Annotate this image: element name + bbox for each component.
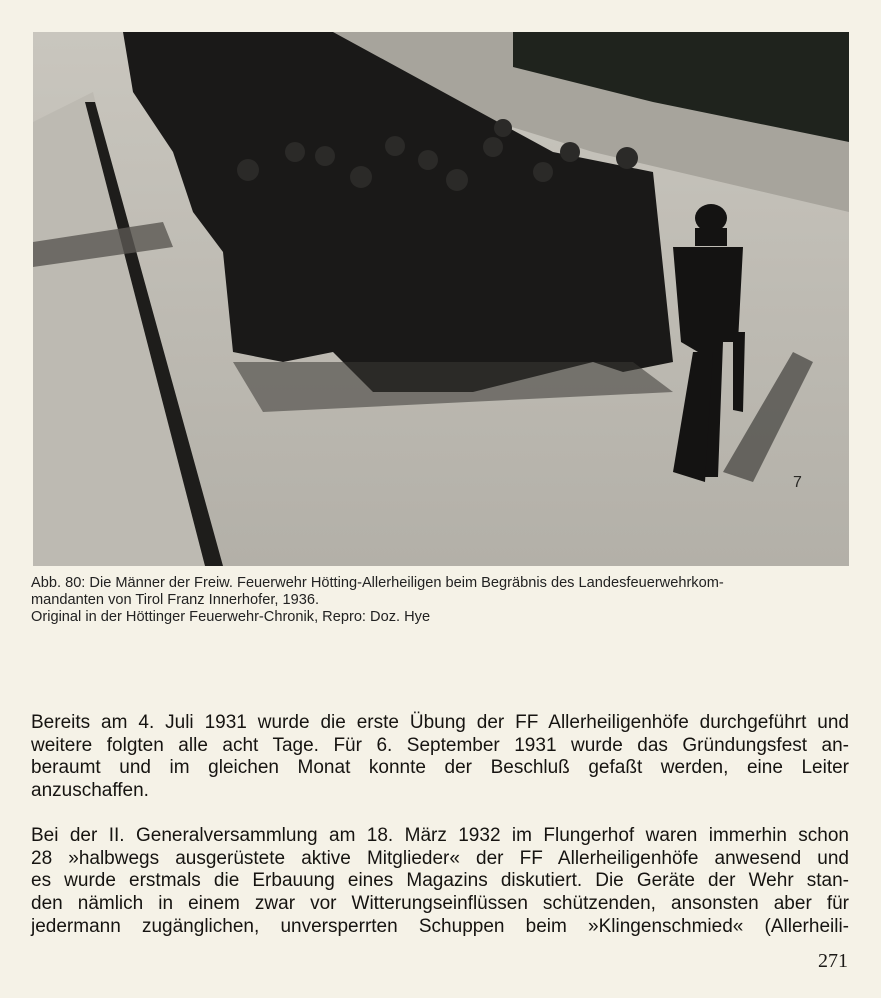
text-line: jedermann zugänglichen, unversperrten Schuppen beim »Klingenschmied« (Allerheili- [31, 915, 849, 937]
text-line: den nämlich in einem zwar vor Witterungseinflüssen schützenden, ansonsten aber für [31, 892, 849, 914]
photo-marker: 7 [793, 474, 802, 491]
paragraph [31, 712, 849, 803]
paragraph [31, 825, 849, 939]
text-line: anzuschaffen. [31, 780, 149, 802]
figure-caption [31, 575, 853, 626]
historic-photograph [33, 32, 849, 566]
text-line: Bei der II. Generalversammlung am 18. März 1932 im Flungerhof waren immerhin schon [31, 824, 849, 846]
caption-line: Abb. 80: Die Männer der Freiw. Feuerwehr Hötting-Allerheiligen beim Begräbnis des Landesfeuerwehrkom- [31, 575, 724, 591]
caption-line: Original in der Höttinger Feuerwehr-Chronik, Repro: Doz. Hye [31, 609, 431, 625]
text-line: weitere folgten alle acht Tage. Für 6. September 1931 wurde das Gründungsfest an- [31, 734, 849, 756]
photo-illustration [33, 32, 849, 566]
text-line: es wurde erstmals die Erbauung eines Magazins diskutiert. Die Geräte der Wehr stan- [31, 870, 849, 892]
page-number: 271 [818, 950, 848, 972]
text-line: 28 »halbwegs ausgerüstete aktive Mitglieder« der FF Allerheiligenhöfe anwesend und [31, 847, 849, 869]
body-text [31, 712, 849, 960]
text-line: Bereits am 4. Juli 1931 wurde die erste Übung der FF Allerheiligenhöfe durchgeführt und [31, 712, 849, 733]
text-line: beraumt und im gleichen Monat konnte der Beschluß gefaßt werden, eine Leiter [31, 757, 849, 779]
caption-line: mandanten von Tirol Franz Innerhofer, 1936. [31, 592, 319, 608]
